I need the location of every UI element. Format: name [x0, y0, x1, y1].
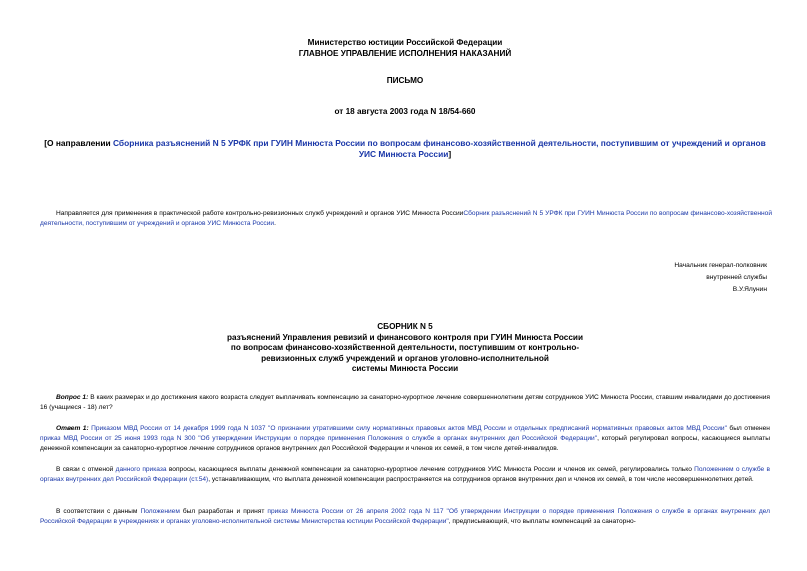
signature-position: Начальник генерал-полковник	[674, 262, 767, 269]
para3-text-1: В соответствии с данным	[56, 508, 141, 515]
document-subject	[40, 138, 770, 160]
answer-label: Ответ 1:	[56, 425, 89, 432]
question-label: Вопрос 1:	[56, 394, 89, 401]
intro-text: Направляется для применения в практической работе контрольно-ревизионных служб учреждений и органов УИС Минюста России	[56, 210, 464, 217]
subject-prefix: [О направлении	[44, 138, 113, 148]
para3-text-2: был разработан и принят	[179, 508, 268, 515]
answer-text-1: был отменен	[726, 425, 770, 432]
signature-block	[674, 260, 767, 296]
answer-text-2: , который регулировал вопросы, касающиеся выплаты денежной компенсации за санаторно-курортное лечение сотрудников органов внутренних дел Российской Федерации и членов их семей, в том числе детей-инвалидов.	[40, 435, 770, 452]
answer-link-order-300-title[interactable]: "Об утверждении Инструкции о порядке применения Положения о службе в органах внутренних дел Российской Федерации"	[198, 435, 598, 442]
collection-line-3: ревизионных служб учреждений и органов уголовно-исполнительной	[261, 353, 549, 363]
department-name: ГЛАВНОЕ УПРАВЛЕНИЕ ИСПОЛНЕНИЯ НАКАЗАНИЙ	[298, 48, 512, 58]
para2-link-article-54[interactable]: (ст.54)	[189, 476, 209, 483]
intro-end: .	[274, 220, 276, 227]
collection-line-4: системы Минюста России	[351, 364, 459, 373]
document-header	[40, 38, 770, 59]
ministry-name: Министерство юстиции Российской Федерации	[307, 38, 503, 47]
answer-link-order-300[interactable]: приказ МВД России от 25 июня 1993 года N 300	[40, 435, 196, 442]
answer-link-order-1037-title[interactable]: "О признании утратившими силу нормативных правовых актов МВД России и отдельных предписаний нормативных правовых актов МВД России"	[268, 425, 727, 432]
answer-link-order-1037[interactable]: Приказом МВД России от 14 декабря 1999 года N 1037	[91, 425, 266, 432]
document-type: ПИСЬМО	[386, 76, 424, 85]
collection-title-block	[40, 322, 770, 375]
signature-service: внутренней службы	[706, 274, 767, 281]
question-1	[40, 393, 770, 413]
para3-link-order-117-title[interactable]: "Об утверждении Инструкции о порядке применения Положения о службе в органах внутренних дел Российской Федерации в учреждениях и органах уголовно-исполнительной системы Министерства юстиции Российской Федерации"	[40, 508, 770, 525]
para2-link-order[interactable]: данного приказа	[115, 466, 167, 473]
subject-link[interactable]: Сборника разъяснений N 5 УРФК при ГУИН Минюста России по вопросам финансово-хозяйственной деятельности, поступившим от учреждений и органов УИС Минюста России	[112, 138, 766, 159]
question-text: В каких размерах и до достижения какого возраста следует выплачивать компенсацию за санаторно-курортное лечение совершеннолетним детям сотрудников УИС Минюста России, ставшим инвалидами до достижения 16 (учащиеся - 18) лет?	[40, 394, 770, 411]
para2-text-3: , устанавливающим, что выплата денежной компенсации распространяется на сотрудников органов внутренних дел и членов их семей, в том числе несовершеннолетних детей.	[208, 476, 754, 483]
collection-title: СБОРНИК N 5	[377, 322, 433, 331]
para2-text-2: вопросы, касающиеся выплаты денежной компенсации за санаторно-курортное лечение сотрудников УИС Минюста России и членов их семей, регулировались только	[166, 466, 695, 473]
para3-link-regulation[interactable]: Положением	[140, 508, 180, 515]
signature-name: В.У.Ялунин	[732, 286, 767, 293]
subject-suffix: ]	[448, 149, 452, 159]
intro-link[interactable]: Сборник разъяснений N 5 УРФК при ГУИН Минюста России по вопросам финансово-хозяйственной деятельности, поступившим от учреждений и органов УИС Минюста России	[40, 210, 773, 227]
para2-text-1: В связи с отменой	[56, 466, 116, 473]
paragraph-2	[40, 465, 770, 485]
paragraph-3	[40, 507, 770, 537]
intro-paragraph	[40, 209, 772, 229]
para2-link-regulation[interactable]: Положением о службе в органах внутренних дел Российской Федерации	[40, 466, 770, 483]
document-date-number: от 18 августа 2003 года N 18/54-660	[334, 107, 476, 116]
collection-line-2: по вопросам финансово-хозяйственной деятельности, поступившим от контрольно-	[230, 343, 580, 352]
collection-line-1: разъяснений Управления ревизий и финансового контроля при ГУИН Минюста России	[227, 332, 583, 342]
para3-link-order-117[interactable]: приказ Минюста России от 26 апреля 2002 года N 117	[267, 508, 444, 515]
answer-1	[40, 424, 770, 454]
para3-text-3: , предписывающий, что выплаты компенсаций за санаторно-	[448, 518, 636, 525]
